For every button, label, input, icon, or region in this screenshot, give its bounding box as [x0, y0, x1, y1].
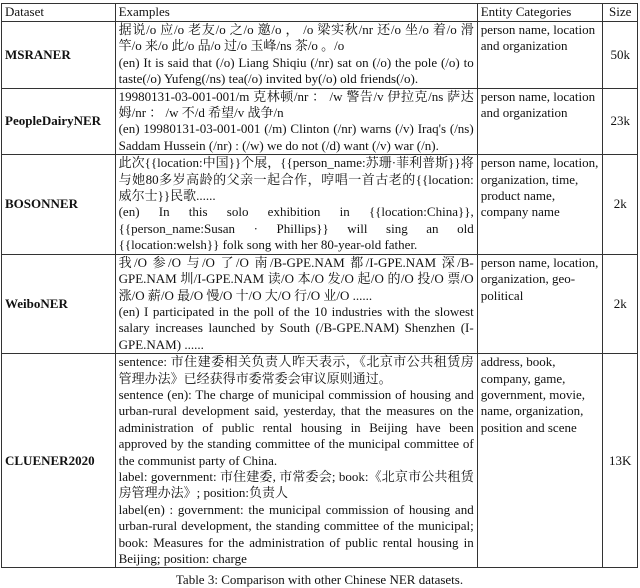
size-cell: 2k: [603, 254, 638, 353]
example-line: (en) 19980131-03-001-001 (/m) Clinton (/nr) warns (/v) Iraq's (/ns) Saddam Hussein (/nr) : (/w) we do not (/d) want (/v) war (/n).: [118, 121, 474, 153]
entity-categories-cell: person name, location and organization: [477, 88, 603, 155]
table-row: [2, 22, 638, 89]
entity-categories-cell: person name, location and organization: [477, 22, 603, 89]
size-cell: 2k: [603, 155, 638, 254]
examples-cell: [115, 354, 477, 568]
example-line: 我/O 参/O 与/O 了/O 南/B-GPE.NAM 都/I-GPE.NAM 深/B-GPE.NAM 圳/I-GPE.NAM 读/O 本/O 发/O 起/O 的/O 投/O 票/O 涨/O 薪/O 最/O 慢/O 十/O 大/O 行/O 业/O ......: [118, 254, 474, 303]
dataset-cell: BOSONNER: [2, 155, 116, 254]
example-line: 据说/o 应/o 老友/o 之/o 邀/o ， /o 梁实秋/nr 还/o 坐/o 着/o 滑竿/o 来/o 此/o 品/o 过/o 玉峰/ns 茶/o 。/o: [118, 22, 474, 54]
dataset-cell: WeiboNER: [2, 254, 116, 353]
example-line: label: government: 市住建委, 市常委会; book:《北京市公共租赁房管理办法》; position:负责人: [118, 468, 474, 501]
table-row: [2, 155, 638, 254]
examples-cell: [115, 254, 477, 353]
dataset-cell: CLUENER2020: [2, 354, 116, 568]
header-examples: Examples: [115, 4, 477, 22]
dataset-cell: PeopleDairyNER: [2, 88, 116, 155]
example-line: sentence (en): The charge of municipal commission of housing and urban-rural development said, yesterday, that the measures on the administration of public rental housing in Beijing have been approved by the standing committee of the municipal committee of the communist party of China.: [118, 386, 474, 468]
examples-cell: [115, 22, 477, 89]
table-caption: Table 3: Comparison with other Chinese NER datasets.: [175, 572, 464, 588]
example-line: (en) I participated in the poll of the 10 industries with the slowest salary increases launched by South (/B-GPE.NAM) Shenzhen (I-GPE.NAM) ......: [118, 303, 474, 352]
header-dataset: Dataset: [2, 4, 116, 22]
entity-categories-cell: address, book, company, game, government, movie, name, organization, position and scene: [477, 354, 603, 568]
table-row: [2, 254, 638, 353]
size-cell: 13K: [603, 354, 638, 568]
table-row: [2, 88, 638, 155]
example-line: 此次{{location:中国}}个展，{{person_name:苏珊·菲利普斯}}将与她80多岁高龄的父亲一起合作，哼唱一首古老的{{location:威尔士}}民歌......: [118, 155, 474, 204]
example-line: (en) In this solo exhibition in {{location:China}}, {{person_name:Susan · Phillips}} will sing an old {{location:welsh}} folk song with her 80-year-old father.: [118, 204, 474, 253]
header-entity-categories: Entity Categories: [477, 4, 603, 22]
example-line: label(en) : government: the municipal commission of housing and urban-rural development, the standing committee of the municipal; book: Measures for the administration of public rental housing in Beijing; position: charge: [118, 501, 474, 566]
example-line: sentence: 市住建委相关负责人昨天表示，《北京市公共租赁房管理办法》已经获得市委常委会审议原则通过。: [118, 354, 474, 386]
dataset-cell: MSRANER: [2, 22, 116, 89]
ner-dataset-comparison-table: [1, 3, 638, 568]
table-header-row: [2, 4, 638, 22]
entity-categories-cell: person name, location, organization, geo-political: [477, 254, 603, 353]
table-row: [2, 354, 638, 568]
examples-cell: [115, 88, 477, 155]
entity-categories-cell: person name, location, organization, time, product name, company name: [477, 155, 603, 254]
size-cell: 23k: [603, 88, 638, 155]
examples-cell: [115, 155, 477, 254]
size-cell: 50k: [603, 22, 638, 89]
example-line: 19980131-03-001-001/m 克林顿/nr ： /w 警告/v 伊拉克/ns 萨达姆/nr ： /w 不/d 希望/v 战争/n: [118, 88, 474, 121]
example-line: (en) It is said that (/o) Liang Shiqiu (/nr) sat on (/o) the pole (/o) to taste(/o) Yufeng(/ns) tea(/o) invited by(/o) old friends(/o).: [118, 54, 474, 87]
header-size: Size: [603, 4, 638, 22]
